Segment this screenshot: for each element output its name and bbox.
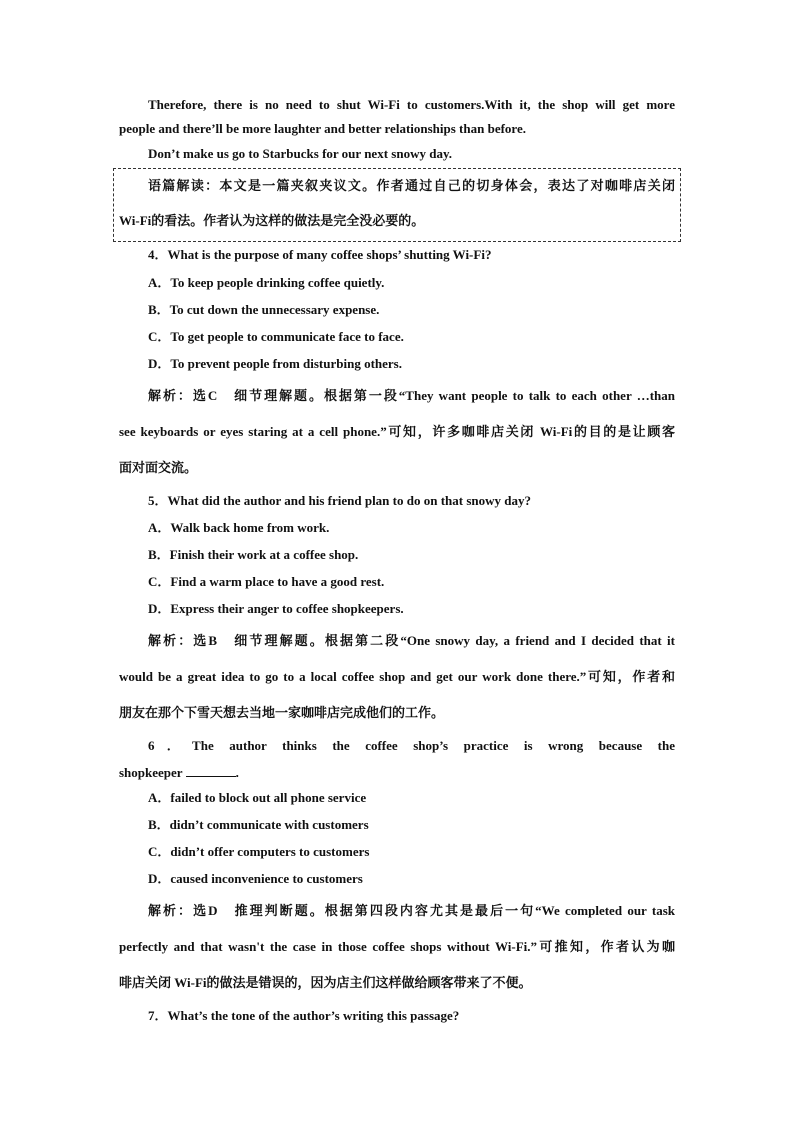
question-stem: 7．What’s the tone of the author’s writing this passage? [148,1008,460,1023]
option-b: B．To cut down the unnecessary expense. [148,302,380,317]
analysis-line: see keyboards or eyes staring at a cell phone.”可知，许多咖啡店关闭 Wi-Fi的目的是让顾客 [119,424,675,439]
option-a: A．Walk back home from work. [148,520,330,535]
question-stem: 4．What is the purpose of many coffee shops’ shutting Wi-Fi? [148,247,492,262]
passage-paragraph-line: Therefore, there is no need to shut Wi-Fi to customers.With it, the shop will get more [148,97,675,112]
option-c: C．Find a warm place to have a good rest. [148,574,385,589]
question-stem-continuation [119,764,675,781]
option-b: B．didn’t communicate with customers [148,817,369,832]
option-a: A．To keep people drinking coffee quietly. [148,275,385,290]
option-d: D．To prevent people from disturbing others. [148,356,402,371]
question-stem-text: shopkeeper [119,765,183,780]
summary-line: Wi-Fi的看法。作者认为这样的做法是完全没必要的。 [119,213,425,228]
option-c: C．didn’t offer computers to customers [148,844,370,859]
analysis-line: perfectly and that wasn't the case in those coffee shops without Wi-Fi.”可推知，作者认为咖 [119,939,675,954]
option-b: B．Finish their work at a coffee shop. [148,547,359,562]
analysis-line: 朋友在那个下雪天想去当地一家咖啡店完成他们的工作。 [119,705,445,720]
analysis-line: 解析：选D 推理判断题。根据第四段内容尤其是最后一句“We completed our task [148,903,675,918]
question-stem: 5．What did the author and his friend plan to do on that snowy day? [148,493,531,508]
question-stem-end: . [235,765,239,780]
option-c: C．To get people to communicate face to face. [148,329,404,344]
summary-line: 语篇解读：本文是一篇夹叙夹议文。作者通过自己的切身体会，表达了对咖啡店关闭 [148,178,675,193]
analysis-line: 啡店关闭 Wi-Fi的做法是错误的，因为店主们这样做给顾客带来了不便。 [119,975,532,990]
analysis-line: 面对面交流。 [119,460,198,475]
option-a: A．failed to block out all phone service [148,790,367,805]
passage-paragraph-line: people and there’ll be more laughter and better relationships than before. [119,121,526,136]
option-d: D．caused inconvenience to customers [148,871,363,886]
option-d: D．Express their anger to coffee shopkeepers. [148,601,404,616]
question-stem: 6．The author thinks the coffee shop’s practice is wrong because the [148,738,675,753]
analysis-line: 解析：选B 细节理解题。根据第二段“One snowy day, a friend and I decided that it [148,633,675,648]
passage-closing-line: Don’t make us go to Starbucks for our next snowy day. [148,146,452,161]
analysis-line: would be a great idea to go to a local coffee shop and get our work done there.”可知，作者和 [119,669,675,684]
answer-blank [186,764,236,777]
analysis-line: 解析：选C 细节理解题。根据第一段“They want people to talk to each other …than [148,388,675,403]
